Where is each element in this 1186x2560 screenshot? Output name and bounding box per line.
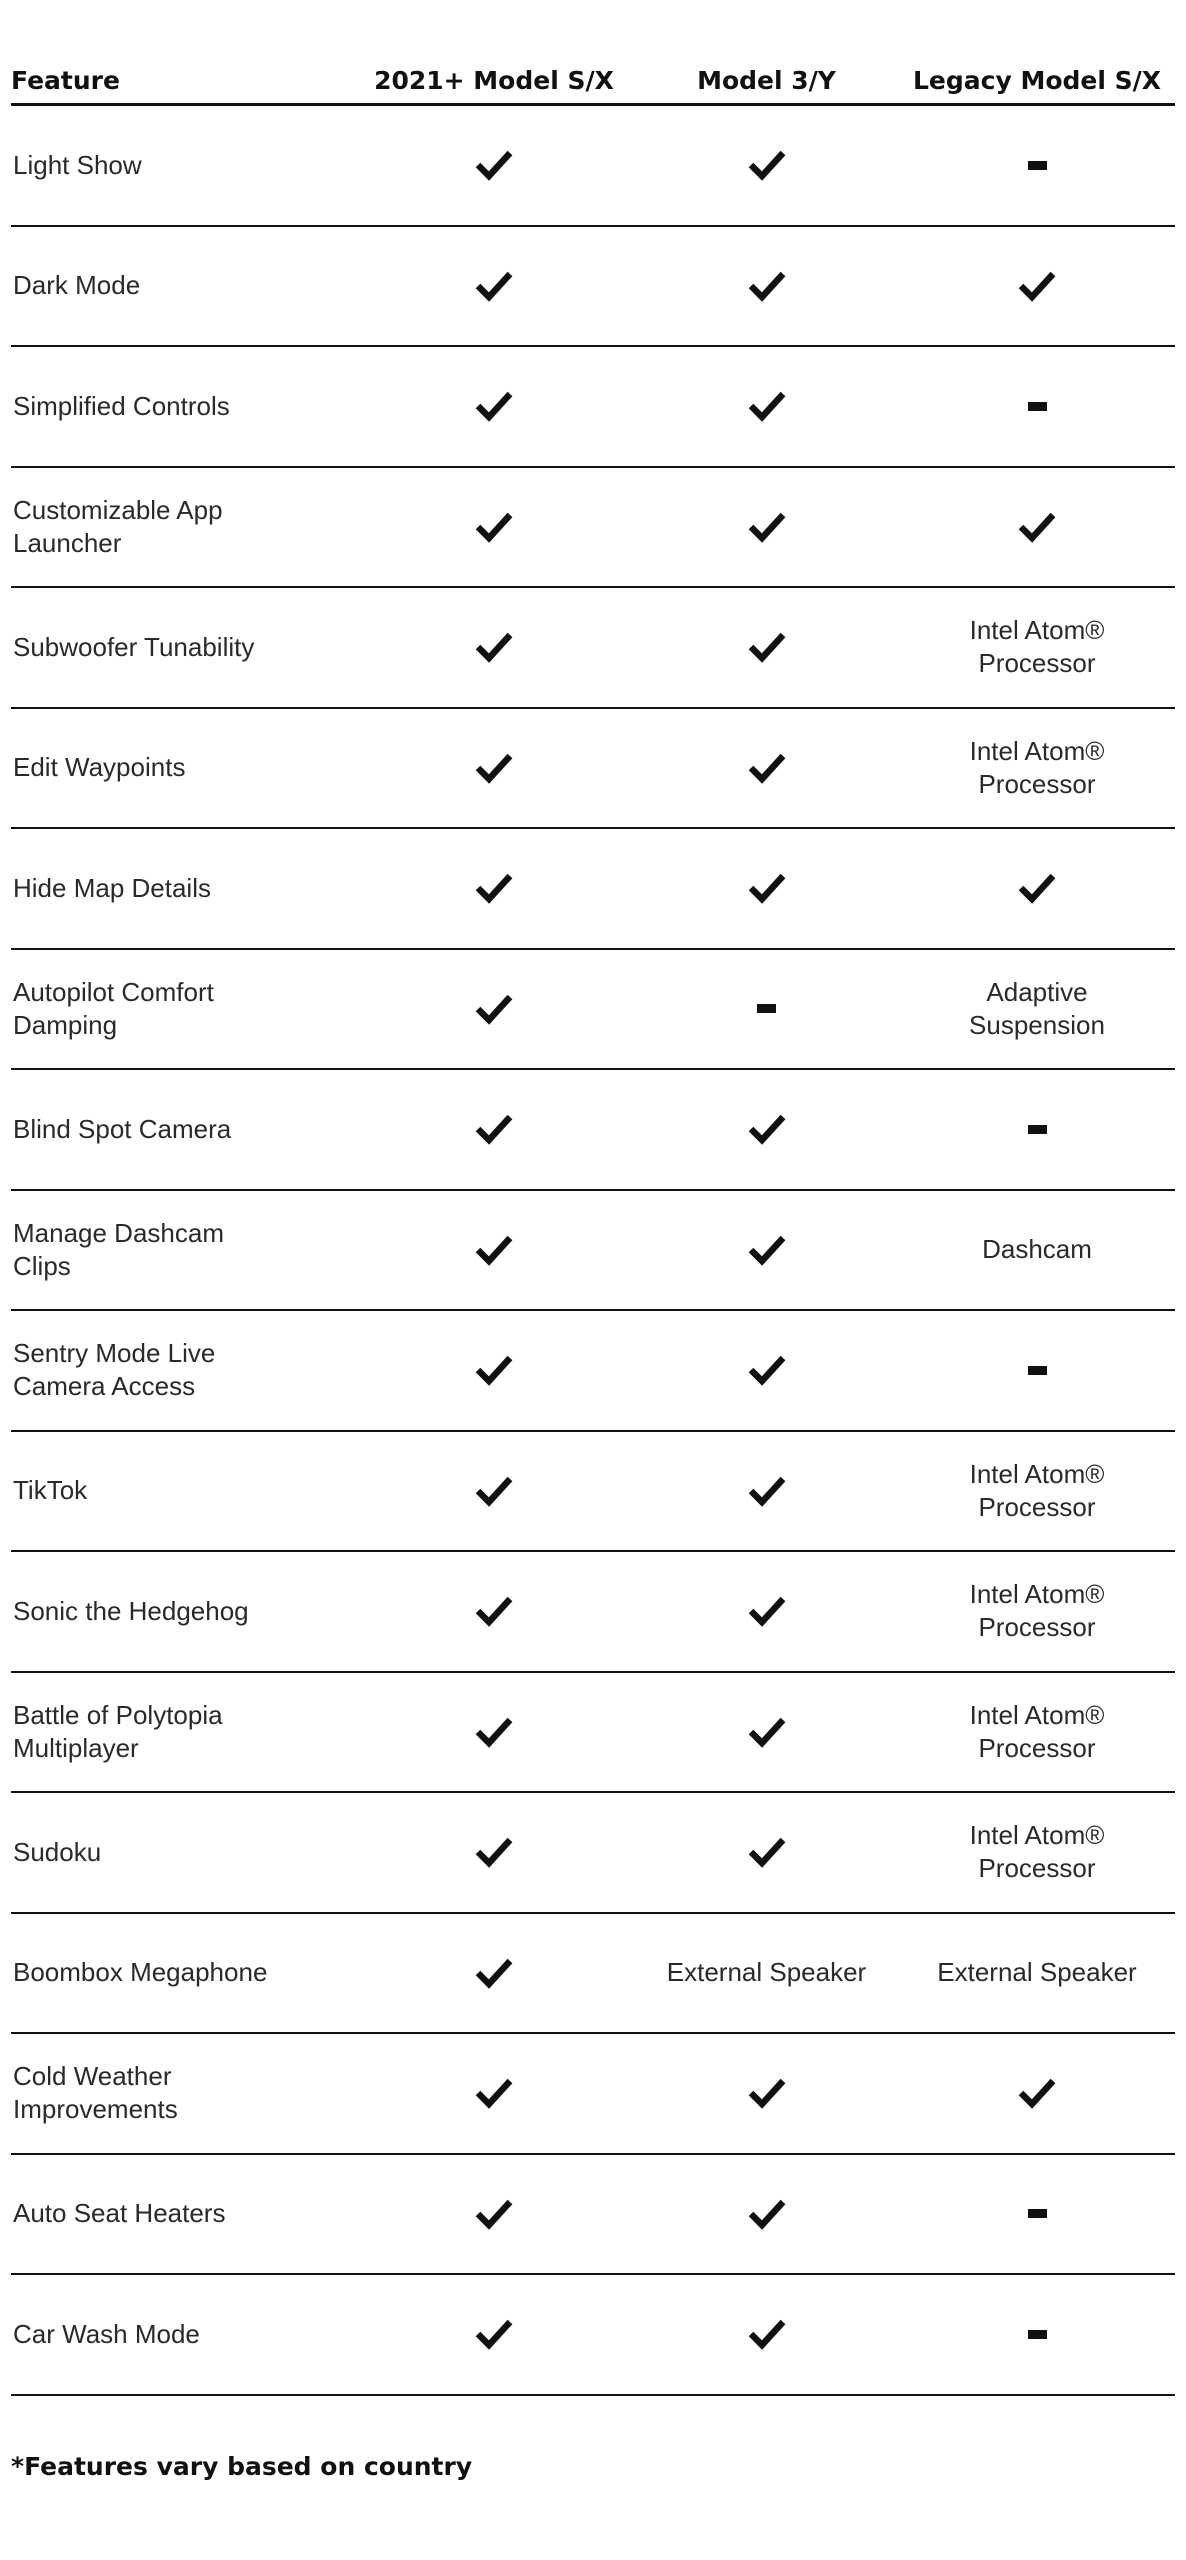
table-row (11, 1793, 1175, 1914)
checkmark-icon (748, 2077, 786, 2109)
feature-label: Sudoku (13, 1836, 102, 1867)
cell-legacy-model-sx (899, 227, 1175, 346)
cell-2021-model-sx (354, 588, 634, 707)
checkmark-icon (748, 1595, 786, 1627)
cell-feature (11, 976, 354, 1042)
cell-2021-model-sx (354, 1191, 634, 1310)
cell-2021-model-sx (354, 2034, 634, 2153)
feature-label: Hide Map Details (13, 872, 211, 903)
cell-text: Adaptive Suspension (969, 976, 1105, 1040)
cell-feature (11, 1956, 354, 1989)
checkmark-icon (748, 2198, 786, 2230)
cell-feature (11, 2318, 354, 2351)
cell-feature (11, 1595, 354, 1628)
cell-feature (11, 872, 354, 905)
checkmark-icon (475, 631, 513, 663)
feature-label: Subwoofer Tunability (13, 631, 255, 662)
checkmark-icon (475, 1234, 513, 1266)
cell-feature (11, 1836, 354, 1869)
cell-legacy-model-sx (899, 588, 1175, 707)
checkmark-icon (1018, 2077, 1056, 2109)
checkmark-icon (748, 2318, 786, 2350)
cell-legacy-model-sx (899, 1070, 1175, 1189)
checkmark-icon (475, 1836, 513, 1868)
header-feature: Feature (11, 66, 120, 95)
footnote: *Features vary based on country (11, 2452, 473, 2481)
cell-model-3y (634, 829, 899, 948)
table-row (11, 2155, 1175, 2276)
checkmark-icon (748, 1836, 786, 1868)
checkmark-icon (748, 270, 786, 302)
checkmark-icon (475, 511, 513, 543)
checkmark-icon (1018, 270, 1056, 302)
table-row (11, 588, 1175, 709)
cell-model-3y (634, 2275, 899, 2394)
cell-model-3y (634, 347, 899, 466)
feature-label: Sentry Mode Live Camera Access (13, 1338, 216, 1402)
cell-legacy-model-sx (899, 1311, 1175, 1430)
cell-model-3y (634, 1914, 899, 2033)
checkmark-icon (748, 1234, 786, 1266)
checkmark-icon (748, 1475, 786, 1507)
cell-feature (11, 269, 354, 302)
cell-feature (11, 149, 354, 182)
checkmark-icon (748, 1716, 786, 1748)
checkmark-icon (475, 149, 513, 181)
feature-label: TikTok (13, 1475, 88, 1506)
table-row (11, 2034, 1175, 2155)
cell-2021-model-sx (354, 950, 634, 1069)
cell-text: Intel Atom® Processor (969, 1579, 1105, 1643)
dash-icon (1028, 2209, 1047, 2218)
feature-label: Edit Waypoints (13, 752, 186, 783)
cell-text: External Speaker (937, 1957, 1137, 1988)
cell-2021-model-sx (354, 1793, 634, 1912)
cell-text: Dashcam (982, 1234, 1092, 1265)
checkmark-icon (475, 2077, 513, 2109)
table-row (11, 468, 1175, 589)
checkmark-icon (748, 1354, 786, 1386)
feature-label: Boombox Megaphone (13, 1957, 268, 1988)
dash-icon (1028, 402, 1047, 411)
checkmark-icon (475, 1595, 513, 1627)
feature-label: Sonic the Hedgehog (13, 1595, 249, 1626)
dash-icon (1028, 2330, 1047, 2339)
dash-icon (1028, 1366, 1047, 1375)
table-header (11, 55, 1175, 106)
cell-2021-model-sx (354, 2275, 634, 2394)
table-row (11, 347, 1175, 468)
checkmark-icon (1018, 511, 1056, 543)
checkmark-icon (475, 2318, 513, 2350)
cell-feature (11, 631, 354, 664)
cell-feature (11, 1113, 354, 1146)
cell-2021-model-sx (354, 106, 634, 225)
feature-label: Cold Weather Improvements (13, 2061, 178, 2125)
table-row (11, 1311, 1175, 1432)
checkmark-icon (475, 390, 513, 422)
table-body (11, 106, 1175, 2396)
cell-text: Intel Atom® Processor (969, 735, 1105, 799)
checkmark-icon (748, 1113, 786, 1145)
checkmark-icon (475, 1957, 513, 1989)
cell-model-3y (634, 588, 899, 707)
cell-legacy-model-sx (899, 1673, 1175, 1792)
table-row (11, 106, 1175, 227)
header-2021-model-sx: 2021+ Model S/X (374, 66, 614, 95)
cell-feature (11, 2060, 354, 2126)
cell-model-3y (634, 2034, 899, 2153)
checkmark-icon (475, 270, 513, 302)
cell-2021-model-sx (354, 1914, 634, 2033)
checkmark-icon (475, 2198, 513, 2230)
cell-legacy-model-sx (899, 2275, 1175, 2394)
cell-model-3y (634, 1311, 899, 1430)
cell-feature (11, 1699, 354, 1765)
dash-icon (757, 1004, 776, 1013)
feature-label: Blind Spot Camera (13, 1113, 232, 1144)
cell-legacy-model-sx (899, 829, 1175, 948)
cell-feature (11, 2197, 354, 2230)
cell-feature (11, 751, 354, 784)
cell-text: Intel Atom® Processor (969, 1699, 1105, 1763)
dash-icon (1028, 161, 1047, 170)
checkmark-icon (748, 390, 786, 422)
cell-2021-model-sx (354, 227, 634, 346)
checkmark-icon (748, 872, 786, 904)
checkmark-icon (748, 752, 786, 784)
cell-model-3y (634, 227, 899, 346)
cell-2021-model-sx (354, 1070, 634, 1189)
checkmark-icon (748, 631, 786, 663)
cell-feature (11, 1217, 354, 1283)
cell-legacy-model-sx (899, 2155, 1175, 2274)
cell-feature (11, 1337, 354, 1403)
cell-feature (11, 494, 354, 560)
cell-feature (11, 1474, 354, 1507)
cell-2021-model-sx (354, 347, 634, 466)
header-legacy-model-sx: Legacy Model S/X (912, 66, 1162, 95)
feature-label: Manage Dashcam Clips (13, 1217, 224, 1281)
checkmark-icon (475, 993, 513, 1025)
feature-label: Autopilot Comfort Damping (13, 976, 214, 1040)
cell-model-3y (634, 106, 899, 225)
checkmark-icon (475, 752, 513, 784)
table-row (11, 1552, 1175, 1673)
checkmark-icon (475, 1354, 513, 1386)
cell-legacy-model-sx (899, 1191, 1175, 1310)
cell-2021-model-sx (354, 468, 634, 587)
cell-2021-model-sx (354, 709, 634, 828)
cell-model-3y (634, 709, 899, 828)
cell-model-3y (634, 1552, 899, 1671)
feature-label: Car Wash Mode (13, 2318, 200, 2349)
cell-model-3y (634, 950, 899, 1069)
cell-legacy-model-sx (899, 1914, 1175, 2033)
cell-legacy-model-sx (899, 468, 1175, 587)
table-row (11, 709, 1175, 830)
checkmark-icon (748, 149, 786, 181)
table-row (11, 1070, 1175, 1191)
cell-2021-model-sx (354, 829, 634, 948)
checkmark-icon (475, 872, 513, 904)
cell-legacy-model-sx (899, 709, 1175, 828)
cell-model-3y (634, 1793, 899, 1912)
table-row (11, 829, 1175, 950)
cell-legacy-model-sx (899, 1432, 1175, 1551)
feature-label: Simplified Controls (13, 390, 230, 421)
cell-model-3y (634, 1191, 899, 1310)
checkmark-icon (475, 1475, 513, 1507)
feature-comparison-table (11, 55, 1175, 2396)
table-row (11, 1673, 1175, 1794)
feature-label: Light Show (13, 149, 142, 180)
cell-feature (11, 390, 354, 423)
table-row (11, 227, 1175, 348)
table-row (11, 1914, 1175, 2035)
table-row (11, 2275, 1175, 2396)
checkmark-icon (748, 511, 786, 543)
cell-text: Intel Atom® Processor (969, 1458, 1105, 1522)
cell-2021-model-sx (354, 1673, 634, 1792)
cell-2021-model-sx (354, 1552, 634, 1671)
table-row (11, 1191, 1175, 1312)
feature-label: Dark Mode (13, 270, 141, 301)
feature-label: Auto Seat Heaters (13, 2198, 226, 2229)
cell-model-3y (634, 1070, 899, 1189)
cell-legacy-model-sx (899, 950, 1175, 1069)
cell-model-3y (634, 1673, 899, 1792)
cell-2021-model-sx (354, 2155, 634, 2274)
checkmark-icon (475, 1113, 513, 1145)
table-row (11, 1432, 1175, 1553)
cell-2021-model-sx (354, 1432, 634, 1551)
cell-legacy-model-sx (899, 347, 1175, 466)
table-row (11, 950, 1175, 1071)
cell-legacy-model-sx (899, 1552, 1175, 1671)
cell-model-3y (634, 2155, 899, 2274)
cell-legacy-model-sx (899, 1793, 1175, 1912)
cell-model-3y (634, 1432, 899, 1551)
cell-text: External Speaker (666, 1957, 867, 1988)
cell-model-3y (634, 468, 899, 587)
cell-legacy-model-sx (899, 106, 1175, 225)
header-model-3y: Model 3/Y (697, 66, 836, 95)
feature-label: Customizable App Launcher (13, 494, 223, 558)
checkmark-icon (475, 1716, 513, 1748)
checkmark-icon (1018, 872, 1056, 904)
feature-label: Battle of Polytopia Multiplayer (13, 1699, 223, 1763)
cell-2021-model-sx (354, 1311, 634, 1430)
cell-text: Intel Atom® Processor (969, 1820, 1105, 1884)
cell-legacy-model-sx (899, 2034, 1175, 2153)
dash-icon (1028, 1125, 1047, 1134)
cell-text: Intel Atom® Processor (969, 615, 1105, 679)
